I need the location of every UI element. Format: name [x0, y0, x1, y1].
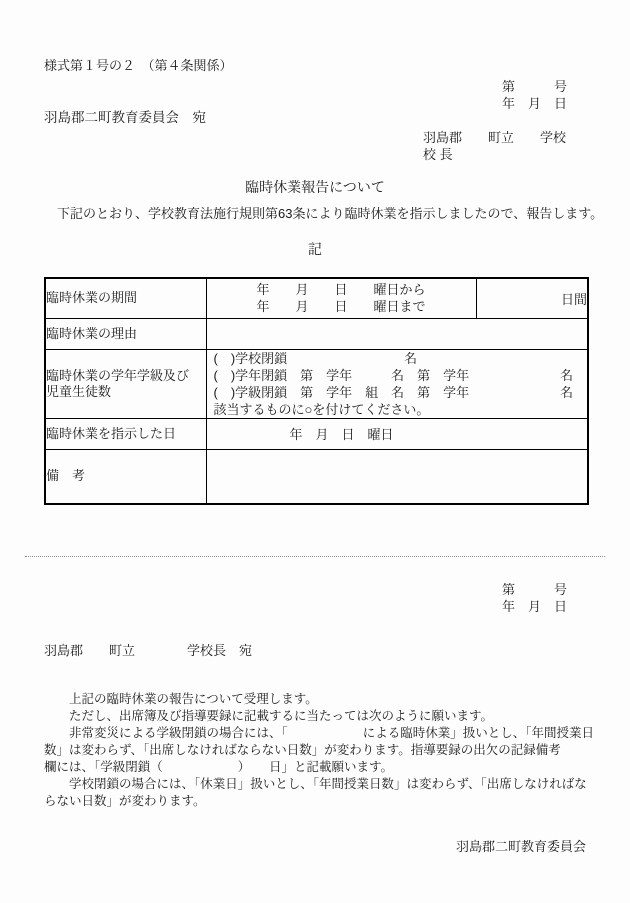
- closure-option-school: ( )学校閉鎖 名: [213, 350, 418, 366]
- scope-label-line1: 臨時休業の学年学級及び: [46, 367, 190, 383]
- acceptance-line: 学校閉鎖の場合には、「休業日」扱いとし、「年間授業日数」は変わらず、「出席しなければな: [44, 777, 587, 791]
- table-row-period: [45, 278, 588, 318]
- closure-circle-note: 該当するものに○を付けてください。: [213, 401, 430, 417]
- form-id-label: 様式第１号の２ （第４条関係）: [44, 58, 233, 73]
- table-row-scope: [45, 349, 588, 418]
- period-row-label: 臨時休業の期間: [45, 278, 206, 318]
- doc-date-line: 年 月 日: [501, 96, 567, 111]
- acceptance-line: らない日数」が変わります。: [44, 794, 206, 808]
- table-row-instructed-date: [45, 418, 588, 449]
- period-date-to: 年 月 日 曜日まで: [256, 299, 426, 315]
- second-doc-date-line: 年 月 日: [501, 599, 567, 614]
- doc-number-line: 第 号: [501, 79, 567, 94]
- remarks-field: [206, 449, 588, 504]
- acceptance-line: 非常変災による学級閉鎖の場合には、「 による臨時休業」扱いとし、「年間授業日: [44, 726, 595, 740]
- document-title: 臨時休業報告について: [245, 179, 385, 195]
- period-dates-cell: [206, 278, 476, 318]
- instructed-date-value: 年 月 日 曜日: [289, 427, 394, 442]
- closure-option-grade: ( )学年閉鎖 第 学年 名 第 学年 名: [213, 367, 574, 383]
- period-days-cell: 日間: [476, 278, 588, 318]
- dotted-divider: [25, 556, 605, 557]
- second-doc-number-block: [502, 581, 567, 615]
- scope-label-line2: 児童生徒数: [46, 383, 112, 399]
- acceptance-line: 上記の臨時休業の報告について受理します。: [44, 692, 318, 706]
- acceptance-line: 欄には、「学級閉鎖（ ） 日」と記載願います。: [44, 760, 394, 774]
- acceptance-line: 数」は変わらず、「出席しなければならない日数」が変わります。指導要録の出欠の記録備考: [44, 743, 561, 757]
- sender-block: [423, 129, 566, 163]
- addressee-education-board: 羽島郡二町教育委員会 宛: [44, 110, 206, 125]
- instructed-date-cell: [206, 418, 588, 449]
- scope-options-cell: [206, 349, 588, 418]
- signature-education-board: 羽島郡二町教育委員会: [455, 839, 586, 854]
- table-row-remarks: [45, 449, 588, 504]
- addressee-principal: 羽島郡 町立 学校長 宛: [44, 643, 253, 658]
- scope-row-label: [45, 349, 206, 418]
- reason-field: [206, 318, 588, 349]
- table-row-reason: [45, 318, 588, 349]
- sender-principal-line: 校 長: [423, 147, 453, 162]
- sender-school-line: 羽島郡 町立 学校: [423, 130, 567, 145]
- acceptance-line: ただし、出席簿及び指導要録に記載するに当たっては次のように願います。: [44, 709, 494, 723]
- closure-option-class: ( )学級閉鎖 第 学年 組 名 第 学年 名: [213, 384, 574, 400]
- period-date-from: 年 月 日 曜日から: [256, 282, 426, 298]
- record-marker: 記: [308, 241, 322, 257]
- instructed-date-row-label: 臨時休業を指示した日: [45, 418, 206, 449]
- report-body-text: 下記のとおり、学校教育法施行規則第63条により臨時休業を指示しましたので、報告します。: [44, 206, 604, 221]
- doc-number-block: [502, 78, 567, 112]
- closure-report-table: [44, 277, 589, 505]
- second-doc-number-line: 第 号: [501, 582, 567, 597]
- acceptance-paragraph: [44, 691, 594, 810]
- remarks-row-label: 備 考: [45, 449, 206, 504]
- reason-row-label: 臨時休業の理由: [45, 318, 206, 349]
